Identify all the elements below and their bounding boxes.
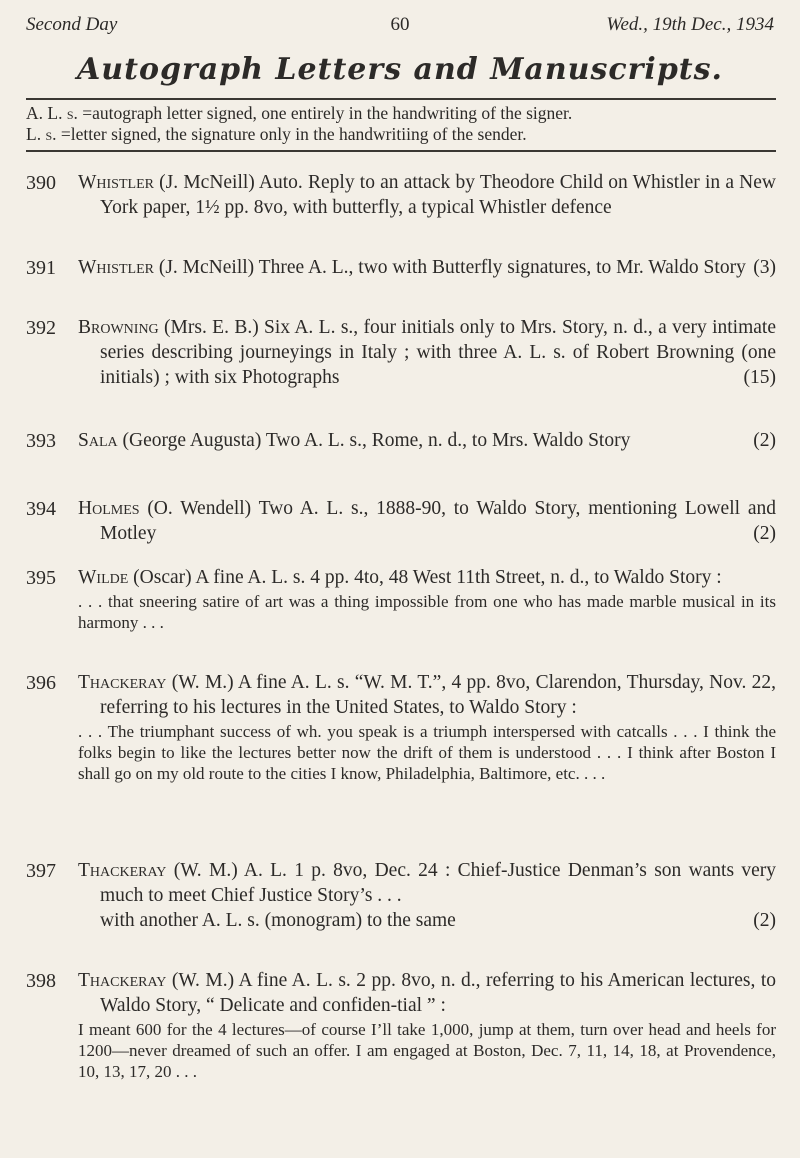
lot-description bbox=[78, 255, 776, 280]
lot-number: 396 bbox=[26, 672, 56, 694]
lot-author: Sala bbox=[78, 430, 118, 451]
lot-text: (W. M.) A. L. 1 p. 8vo, Dec. 24 : Chief-Justice Denman’s son wants very much to meet Chief Justice Story’s . . . bbox=[100, 860, 777, 906]
lot-description bbox=[78, 858, 776, 933]
abbreviation-key: A. L. s. bbox=[26, 103, 78, 123]
lot-author: Thackeray bbox=[78, 672, 167, 693]
abbreviation-line bbox=[26, 124, 786, 145]
lot-text: (Oscar) A fine A. L. s. 4 pp. 4to, 48 West 11th Street, n. d., to Waldo Story : bbox=[133, 567, 722, 588]
lot-author: Browning bbox=[78, 317, 159, 338]
lot-text: (W. M.) A fine A. L. s. “W. M. T.”, 4 pp. 8vo, Clarendon, Thursday, Nov. 22, referring to his lectures in the United States, to Waldo Story : bbox=[100, 672, 777, 718]
item-count: (15) bbox=[743, 367, 776, 388]
lot-description bbox=[78, 565, 776, 633]
lot-text: (W. M.) A fine A. L. s. 2 pp. 8vo, n. d., referring to his American lectures, to Waldo Story, “ Delicate and confiden-tial ” : bbox=[100, 970, 777, 1016]
top-rule bbox=[26, 98, 776, 100]
section-title: Autograph Letters and Manuscripts. bbox=[77, 52, 723, 87]
item-count: (2) bbox=[753, 910, 776, 931]
lot-number: 391 bbox=[26, 257, 56, 279]
lot-author: Whistler bbox=[78, 172, 154, 193]
bottom-rule bbox=[26, 150, 776, 152]
lot-description bbox=[78, 670, 776, 784]
lot-text: (J. McNeill) Auto. Reply to an attack by Theodore Child on Whistler in a New York paper, 1½ pp. 8vo, with butterfly, a typical Whistler defence bbox=[100, 172, 777, 218]
lot-number: 390 bbox=[26, 172, 56, 194]
lot-quote: . . . that sneering satire of art was a thing impossible from one who has made marble musical in its harmony . . . bbox=[78, 592, 776, 632]
lot-description bbox=[78, 496, 776, 546]
item-count: (2) bbox=[753, 430, 776, 451]
lot-number: 394 bbox=[26, 498, 56, 520]
lot-description bbox=[78, 428, 776, 453]
lot-author: Thackeray bbox=[78, 970, 167, 991]
lot-number: 398 bbox=[26, 970, 56, 992]
lot-description bbox=[78, 315, 776, 390]
abbreviation-meaning: =autograph letter signed, one entirely in the handwriting of the signer. bbox=[82, 103, 573, 123]
item-count: (2) bbox=[753, 523, 776, 544]
running-header bbox=[26, 14, 774, 38]
abbreviation-key: L. s. bbox=[26, 124, 57, 144]
header-sale-day: Second Day bbox=[26, 14, 118, 35]
item-count: (3) bbox=[753, 257, 776, 278]
page-number: 60 bbox=[390, 14, 410, 35]
lot-author: Thackeray bbox=[78, 860, 167, 881]
lot-number: 397 bbox=[26, 860, 56, 882]
lot-author: Whistler bbox=[78, 257, 154, 278]
lot-number: 392 bbox=[26, 317, 56, 339]
header-sale-date: Wed., 19th Dec., 1934 bbox=[606, 14, 774, 35]
lot-number: 393 bbox=[26, 430, 56, 452]
lot-description bbox=[78, 968, 776, 1082]
lot-quote: . . . The triumphant success of wh. you speak is a triumph interspersed with catcalls . . . I think the folks begin to like the lectures better now the drift of them is understood . . . I think after Boston I shall go on my old route to the cities I know, Philadelphia, Baltimore, etc. . . . bbox=[78, 722, 776, 783]
lot-author: Holmes bbox=[78, 498, 140, 519]
lot-extra: with another A. L. s. (monogram) to the same bbox=[100, 910, 456, 931]
lot-description bbox=[78, 170, 776, 220]
abbreviation-line bbox=[26, 103, 786, 124]
lot-text: (O. Wendell) Two A. L. s., 1888-90, to Waldo Story, mentioning Lowell and Motley bbox=[100, 498, 776, 544]
lot-text: (Mrs. E. B.) Six A. L. s., four initials only to Mrs. Story, n. d., a very intimate series describing journeyings in Italy ; with three A. L. s. of Robert Browning (one initials) ; with six Photographs bbox=[100, 317, 776, 388]
abbreviation-meaning: =letter signed, the signature only in the handwritiing of the sender. bbox=[60, 124, 527, 144]
lot-number: 395 bbox=[26, 567, 56, 589]
lot-author: Wilde bbox=[78, 567, 129, 588]
lot-quote: I meant 600 for the 4 lectures—of course I’ll take 1,000, jump at them, turn over head and heels for 1200—never dreamed of such an offer. I am engaged at Boston, Dec. 7, 11, 14, 18, at Provendence, 10, 13, 17, 20 . . . bbox=[78, 1020, 776, 1081]
lot-text: (George Augusta) Two A. L. s., Rome, n. d., to Mrs. Waldo Story bbox=[122, 430, 631, 451]
lot-text: (J. McNeill) Three A. L., two with Butterfly signatures, to Mr. Waldo Story bbox=[158, 257, 746, 278]
